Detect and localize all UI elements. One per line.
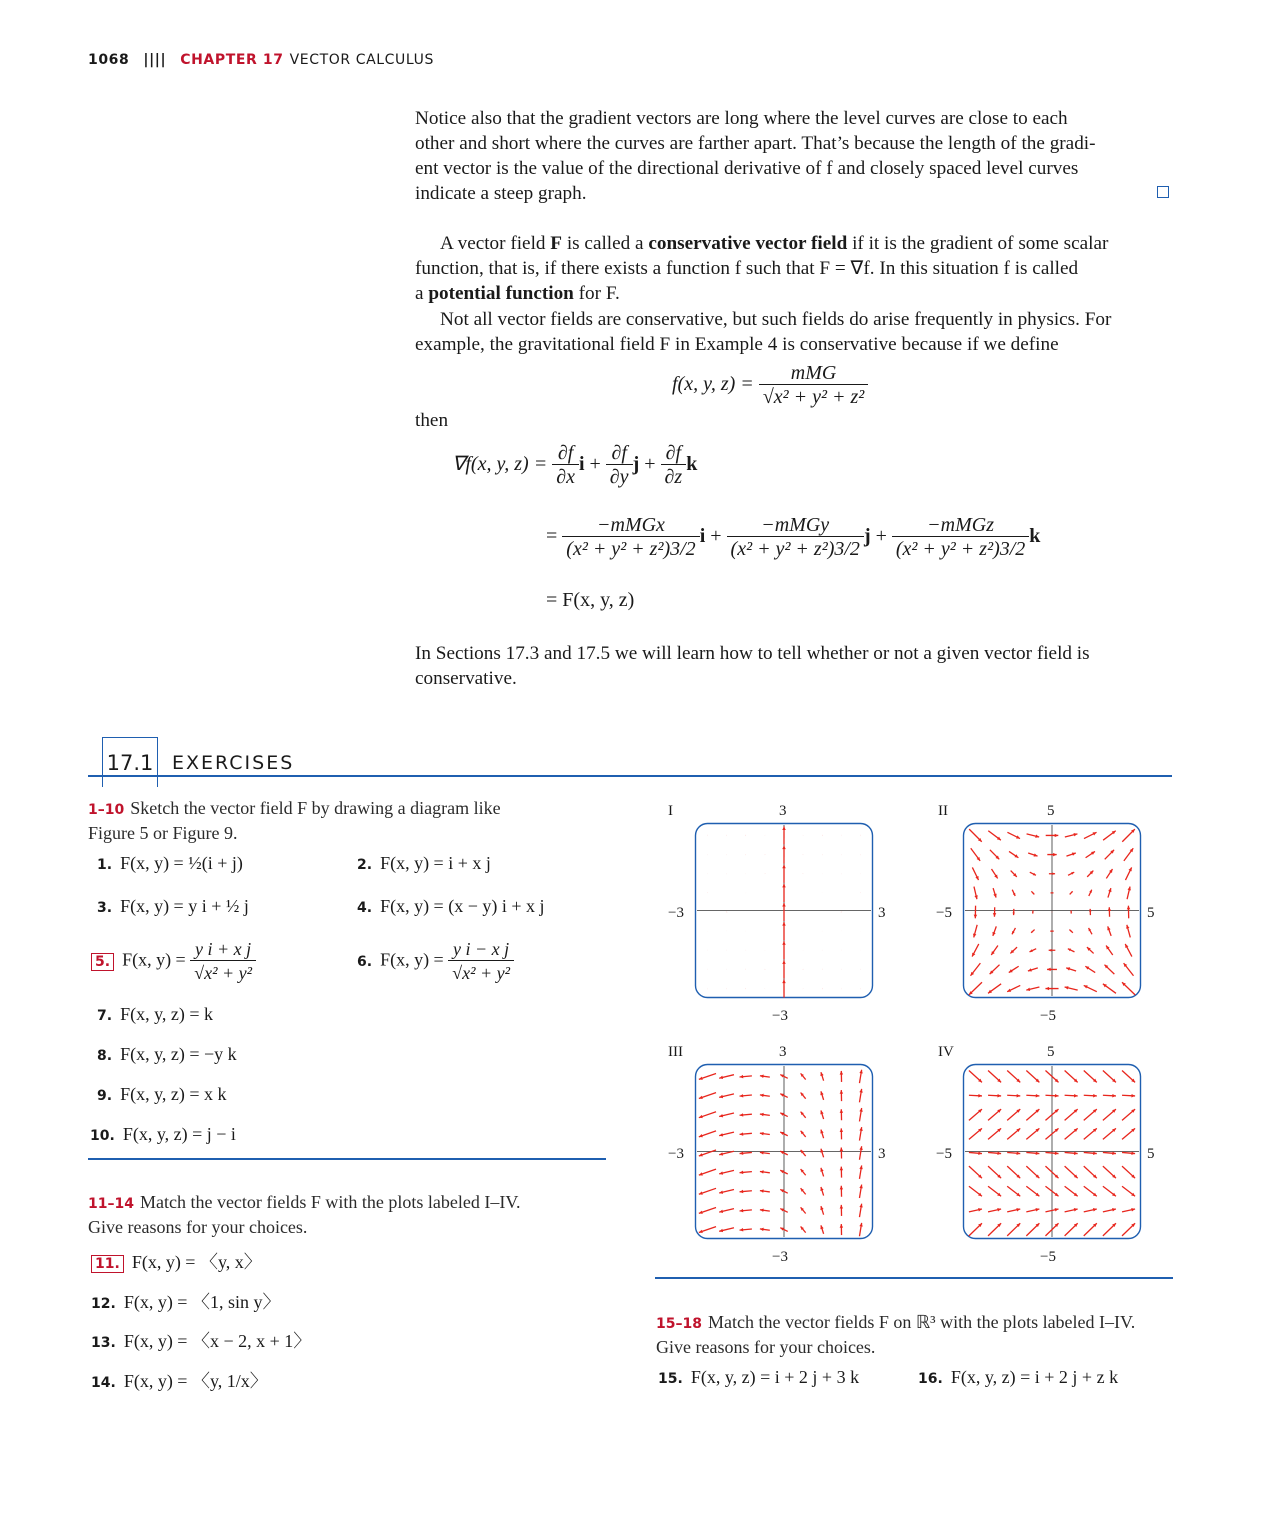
text-line: conservative. — [415, 668, 517, 689]
page-number: 1068 — [88, 52, 130, 68]
plot-III-top-tick: 3 — [779, 1044, 787, 1060]
unit-vector: i — [699, 525, 706, 548]
fraction — [190, 938, 256, 985]
exercise-number: 1. — [97, 857, 113, 873]
text-line — [415, 231, 1172, 256]
text-then: then — [415, 410, 449, 431]
text-line: example, the gravitational field F in Example 4 is conservative because if we define — [415, 334, 1059, 355]
exercise-formula: F(x, y, z) = i + 2 j + z k — [950, 1367, 1119, 1387]
exercise-2 — [357, 853, 491, 874]
text-line: Give reasons for your choices. — [88, 1217, 308, 1237]
plot-IV-top-tick: 5 — [1047, 1044, 1055, 1060]
numerator: −mMGx — [562, 514, 699, 537]
plot-I-left-tick: −3 — [668, 905, 684, 921]
denominator: ∂z — [664, 466, 683, 488]
text-line: Give reasons for your choices. — [656, 1337, 876, 1357]
exercise-number: 7. — [97, 1008, 113, 1024]
text-line — [88, 797, 588, 822]
unit-vector: k — [686, 453, 698, 476]
exercise-formula: F(x, y) = ½(i + j) — [120, 853, 243, 873]
exercise-8 — [97, 1044, 237, 1065]
exercise-16 — [918, 1367, 1118, 1388]
plot-I-right-tick: 3 — [878, 905, 886, 921]
exercise-formula: F(x, y) = (x − y) i + x j — [380, 896, 545, 916]
text: for F. — [573, 283, 620, 304]
paragraph-conservative-definition — [415, 231, 1172, 306]
end-of-example-square-icon — [1157, 186, 1169, 198]
text-line — [656, 1311, 1176, 1336]
exercise-number: 6. — [357, 953, 373, 970]
text: is called a — [562, 233, 649, 254]
term-conservative-vector-field: conservative vector field — [648, 233, 848, 254]
plot-II-top-tick: 5 — [1047, 803, 1055, 819]
fraction — [448, 938, 514, 985]
exercise-number: 2. — [357, 857, 373, 873]
instructions-11-14 — [88, 1191, 588, 1239]
fraction — [892, 514, 1029, 561]
exercise-7 — [97, 1004, 213, 1025]
exercise-formula: F(x, y) = 〈1, sin y〉 — [123, 1292, 281, 1312]
exercise-15 — [658, 1367, 859, 1388]
field-arrow — [1032, 910, 1033, 913]
field-arrow — [1051, 892, 1054, 893]
denominator: ∂x — [556, 466, 575, 488]
field-arrow — [1050, 930, 1053, 931]
numerator: ∂f — [661, 442, 687, 465]
exercise-number: 16. — [918, 1371, 943, 1387]
exercise-range: 11–14 — [88, 1196, 134, 1212]
eq-lhs: f(x, y, z) = — [672, 373, 754, 396]
plot-I-label: I — [668, 803, 673, 819]
plot-III-right-tick: 3 — [878, 1146, 886, 1162]
plot-I-top-tick: 3 — [779, 803, 787, 819]
unit-vector: k — [1029, 525, 1041, 548]
denominator: (x² + y² + z²)3/2 — [895, 538, 1026, 560]
text: if it is the gradient of some scalar — [847, 233, 1109, 254]
numerator: mMG — [759, 362, 869, 385]
text: Sketch the vector field F by drawing a diagram like — [130, 798, 501, 818]
plot-II-left-tick: −5 — [936, 905, 952, 921]
exercise-6 — [357, 938, 514, 985]
fraction — [606, 442, 633, 489]
exercise-11 — [91, 1248, 262, 1274]
exercise-number: 14. — [91, 1375, 116, 1391]
exercises-heading: EXERCISES — [172, 752, 295, 774]
plot-IV-right-tick: 5 — [1147, 1146, 1155, 1162]
denominator: (x² + y² + z²)3/2 — [566, 538, 696, 560]
symbol-F: F — [550, 233, 563, 254]
running-header — [88, 52, 434, 68]
section-number-box: 17.1 — [102, 737, 158, 787]
fraction — [552, 442, 579, 489]
equation-gradient-line3: = F(x, y, z) — [546, 589, 635, 611]
exercise-number-highlighted: 11. — [91, 1255, 124, 1273]
denominator: √x² + y² + z² — [762, 386, 865, 408]
exercise-number-highlighted: 5. — [91, 953, 114, 971]
text-line: other and short where the curves are farther apart. That’s because the length of the gradi- — [415, 133, 1096, 154]
exercise-formula: F(x, y) = 〈x − 2, x + 1〉 — [123, 1331, 312, 1351]
exercise-number: 13. — [91, 1335, 116, 1351]
plot-III-bottom-tick: −3 — [772, 1249, 788, 1265]
text: Match the vector fields F on ℝ³ with the plots labeled I–IV. — [707, 1312, 1136, 1332]
fraction — [661, 442, 687, 489]
right-divider-rule — [655, 1277, 1173, 1279]
plot-II-bottom-tick: −5 — [1040, 1008, 1056, 1024]
unit-vector: j — [863, 525, 871, 548]
exercise-formula: F(x, y, z) = j − i — [122, 1124, 236, 1144]
instructions-1-10 — [88, 797, 588, 845]
left-divider-rule — [88, 1158, 606, 1160]
plot-II-label: II — [938, 803, 948, 819]
text: A vector field — [440, 233, 551, 254]
exercise-number: 10. — [90, 1128, 115, 1144]
exercise-5 — [91, 938, 256, 985]
exercise-4 — [357, 896, 545, 917]
exercise-formula: F(x, y, z) = i + 2 j + 3 k — [690, 1367, 860, 1387]
equation-gradient-line1: ∇f(x, y, z) = $\frac{\partial f}{\partial x}$ i + $\frac{\partial f}{\partial y}$ j + $\frac{\partial f}{\partial z}$ k — [452, 442, 698, 488]
exercise-number: 9. — [97, 1088, 113, 1104]
text: a — [415, 283, 429, 304]
field-arrow — [1070, 910, 1071, 913]
exercise-3 — [97, 896, 249, 917]
text-line — [415, 281, 1172, 306]
chapter-number: CHAPTER 17 — [180, 52, 284, 68]
plot-IV-bottom-tick: −5 — [1040, 1249, 1056, 1265]
exercise-formula: F(x, y) = y i + ½ j — [120, 896, 249, 916]
numerator: −mMGy — [727, 514, 864, 537]
exercise-1 — [97, 853, 243, 874]
exercise-formula: F(x, y) = 〈y, 1/x〉 — [123, 1371, 268, 1391]
paragraph-not-all-conservative — [415, 307, 1172, 357]
vector-field-plot-IV — [963, 1064, 1141, 1239]
numerator: y i − x j — [448, 938, 514, 961]
eq-lhs: ∇f(x, y, z) = — [452, 453, 548, 476]
text-line — [88, 1191, 588, 1216]
term-potential-function: potential function — [428, 283, 574, 304]
denominator: √x² + y² — [452, 963, 511, 983]
plot-II-right-tick: 5 — [1147, 905, 1155, 921]
vector-field-plot-II — [963, 823, 1141, 998]
unit-vector: i — [578, 453, 585, 476]
text-line: indicate a steep graph. — [415, 183, 587, 204]
denominator: ∂y — [609, 466, 629, 488]
exercise-formula: F(x, y, z) = −y k — [120, 1044, 237, 1064]
exercise-10 — [90, 1124, 236, 1145]
exercise-14 — [91, 1367, 268, 1393]
exercise-number: 4. — [357, 900, 373, 916]
numerator: −mMGz — [892, 514, 1029, 537]
paragraph-gradient-lengths — [415, 106, 1172, 206]
fraction — [562, 514, 699, 561]
exercise-formula: F(x, y) = i + x j — [380, 853, 491, 873]
paragraph-sections-reference — [415, 641, 1172, 691]
exercise-formula: F(x, y, z) = k — [120, 1004, 214, 1024]
text-line: In Sections 17.3 and 17.5 we will learn how to tell whether or not a given vector field is — [415, 643, 1090, 664]
exercises-rule — [88, 775, 1172, 777]
exercise-formula: F(x, y) = 〈y, x〉 — [131, 1252, 262, 1272]
exercise-formula-lhs: F(x, y) = — [380, 949, 444, 970]
plot-IV-left-tick: −5 — [936, 1146, 952, 1162]
text: Match the vector fields F with the plots labeled I–IV. — [139, 1192, 521, 1212]
exercise-number: 15. — [658, 1371, 683, 1387]
exercise-9 — [97, 1084, 227, 1105]
exercise-range: 15–18 — [656, 1316, 702, 1332]
unit-vector: j — [632, 453, 640, 476]
text-line: Not all vector fields are conservative, but such fields do arise frequently in physics. For — [440, 309, 1112, 330]
header-bars: |||| — [143, 52, 167, 68]
chapter-title: VECTOR CALCULUS — [289, 52, 434, 68]
text-line: Notice also that the gradient vectors are long where the level curves are close to each — [415, 108, 1068, 129]
text-line: ent vector is the value of the directional derivative of f and closely spaced level curves — [415, 158, 1079, 179]
plot-III-left-tick: −3 — [668, 1146, 684, 1162]
numerator: y i + x j — [190, 938, 256, 961]
vector-field-plot-III — [695, 1064, 873, 1239]
instructions-15-18 — [656, 1311, 1176, 1359]
fraction — [759, 362, 869, 409]
plot-III-label: III — [668, 1044, 683, 1060]
vector-field-plot-I — [695, 823, 873, 998]
plot-I-bottom-tick: −3 — [772, 1008, 788, 1024]
exercise-12 — [91, 1288, 280, 1314]
equation-potential — [672, 362, 868, 409]
exercise-number: 3. — [97, 900, 113, 916]
exercise-13 — [91, 1327, 311, 1353]
numerator: ∂f — [552, 442, 579, 465]
denominator: √x² + y² — [194, 963, 253, 983]
exercise-formula-lhs: F(x, y) = — [122, 949, 186, 970]
denominator: (x² + y² + z²)3/2 — [730, 538, 860, 560]
plot-IV-label: IV — [938, 1044, 954, 1060]
exercise-range: 1–10 — [88, 802, 125, 818]
numerator: ∂f — [606, 442, 633, 465]
text-line: function, that is, if there exists a function f such that F = ∇f. In this situation f is called — [415, 258, 1079, 279]
fraction — [727, 514, 864, 561]
exercise-formula: F(x, y, z) = x k — [120, 1084, 227, 1104]
equation-gradient-line2: = $\frac{\text{−mMGx}}{\text{(x² + y² + z²)3/2}}$ i + $\frac{\text{−mMGy}}{\text{(x² + y² + z²)3/2}}$ j + $\frac{\text{−mMGz}}{\text{(x² + y² + z²)3/2}}$ k — [546, 514, 1041, 560]
text-line: Figure 5 or Figure 9. — [88, 823, 238, 843]
exercise-number: 12. — [91, 1296, 116, 1312]
exercise-number: 8. — [97, 1048, 113, 1064]
